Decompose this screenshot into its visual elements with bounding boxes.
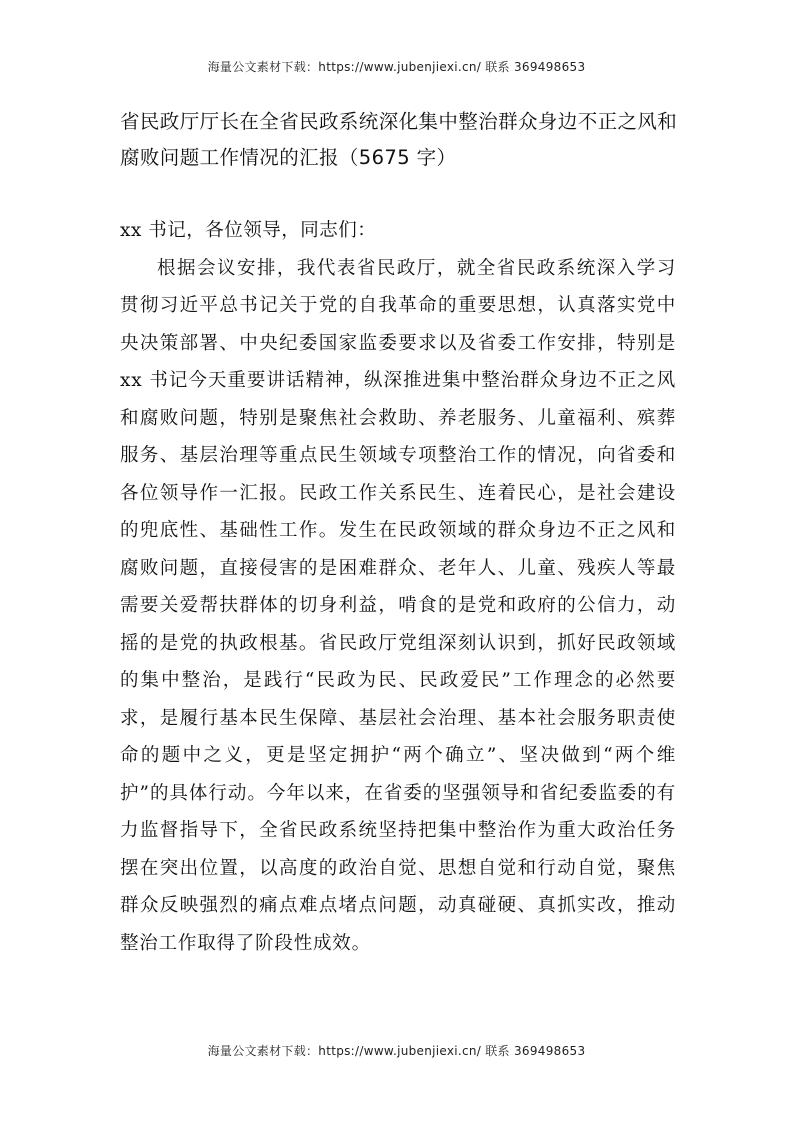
page-footer: 海量公文素材下载：https://www.jubenjiexi.cn/ 联系 369498653 <box>207 1044 586 1058</box>
salutation: xx 书记，各位领导，同志们： <box>120 220 377 241</box>
page-header: 海量公文素材下载：https://www.jubenjiexi.cn/ 联系 369498653 <box>207 60 586 74</box>
document-body <box>120 212 676 962</box>
body-paragraph: 根据会议安排，我代表省民政厅，就全省民政系统深入学习贯彻习近平总书记关于党的自我革命的重要思想，认真落实党中央决策部署、中央纪委国家监委要求以及省委工作安排，特别是 xx 书记今天重要讲话精神，纵深推进集中整治群众身边不正之风和腐败问题，特别是聚焦社会救助、养老服务、儿童福利、殡葬服务、基层治理等重点民生领域专项整治工作的情况，向省委和各位领导作一汇报。民政工作关系民生、连着民心，是社会建设的兜底性、基础性工作。发生在民政领域的群众身边不正之风和腐败问题，直接侵害的是困难群众、老年人、儿童、残疾人等最需要关爱帮扶群体的切身利益，啃食的是党和政府的公信力，动摇的是党的执政根基。省民政厅党组深刻认识到，抓好民政领域的集中整治，是践行“民政为民、民政爱民”工作理念的必然要求，是履行基本民生保障、基层社会治理、基本社会服务职责使命的题中之义，更是坚定拥护“两个确立”、坚决做到“两个维护”的具体行动。今年以来，在省委的坚强领导和省纪委监委的有力监督指导下，全省民政系统坚持把集中整治作为重大政治任务摆在突出位置，以高度的政治自觉、思想自觉和行动自觉，聚焦群众反映强烈的痛点难点堵点问题，动真碰硬、真抓实改，推动整治工作取得了阶段性成效。 <box>120 257 676 954</box>
document-title: 省民政厅厅长在全省民政系统深化集中整治群众身边不正之风和腐败问题工作情况的汇报（5675 字） <box>120 110 678 169</box>
